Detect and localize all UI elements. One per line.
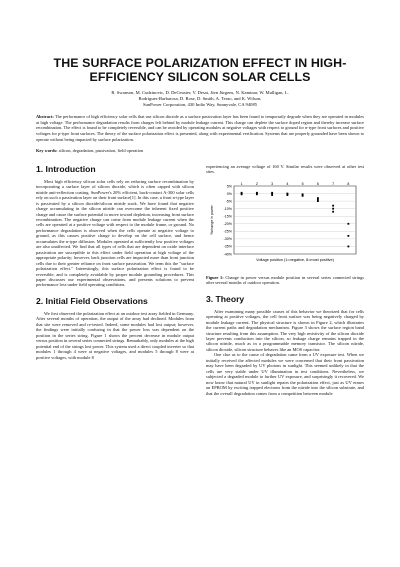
field-paragraph: We first observed the polarization effect at an outdoor test array fielded in Germany. After several months of operation, the output of the array had declined. Modules from that site were removed and re-tested. Indeed, some modules had lost output; however, the findings were initially confusing in that the power loss was dependent on the position in the series string. Figure 1 shows the percent decrease in module output versus position in several series connected strings. Remarkably, only modules at the high potential end of the strings lost power. This system used a direct coupled inverter so that modules 1 through 4 were at negative voltages, and modules 5 through 8 were at positive voltages, with module 8 (36, 310, 194, 360)
x-tick-label: 3 (271, 181, 274, 186)
theory-paragraph-2: One clue as to the cause of degradation came from a UV exposure test. When we initially received the affected modules we were concerned that their front passivation may have been degraded by UV photons in sunlight. This seemed unlikely in that the cells are very stable under UV illumination in test conditions. Nevertheless, we subjected a degraded module to further UV exposure, and surprisingly it recovered. We now know that natural UV in sunlight repairs the polarization effect, just as UV erases an EPROM by exciting trapped electrons from the nitride into the silicon substrate, and that the overall degradation comes from a competition between module (206, 352, 364, 396)
y-tick-label: -5% (225, 199, 232, 204)
figure-1-caption (206, 275, 364, 286)
author-block (36, 90, 364, 108)
y-tick-label: 0% (226, 191, 232, 196)
intro-paragraph: Most high efficiency silicon solar cells rely on reducing surface recombination by incorporating a surface layer of silicon dioxide, which is often capped with silicon nitride anti-reflection coating. SunPower's 20% efficient, back-contact A-300 solar cells rely on such a passivation layer on their front surface[1]. In this case, a front n-type layer is passivated by a silicon dioxide/silicon nitride stack. We have found that negative charge accumulating in the silicon nitride can overcome the inherent fixed positive charge and cause the surface potential to move toward depletion, increasing front surface recombination. The negative charge can come from module leakage current when the cells are operated at a positive voltage with respect to the module frame, or ground. No performance degradation is observed when the cells operate at negative voltage to ground, as this causes positive charge to develop on the cell surface, and hence accumulates the n-type diffusion. Modules operated at sufficiently low positive voltages are also unaffected. We find that all types of cells that are dependent on oxide interface passivation are susceptible to this effect under field operation at high voltage of the appropriate polarity; however, back junction cells are impacted more than front junction cells due to their greater reliance on front surface passivation. We term this the "surface polarization effect." Interestingly, this surface polarization effect is found to be reversible, and is completely avoidable by proper module grounding procedures. This paper discusses our experimental observations, and presents solutions to prevent performance loss under field operating conditions. (36, 178, 195, 288)
figure-1 (206, 180, 364, 286)
x-tick-label: 4 (286, 181, 289, 186)
data-point (302, 195, 304, 197)
x-axis-label: Voltage position (1=negative, 8=most positive) (256, 257, 334, 262)
y-tick-label: -30% (223, 236, 232, 241)
abstract-label: Abstract: (36, 114, 54, 120)
figure-caption-text: Change in power versus module position in several series connected strings after several months of outdoor operation. (206, 274, 364, 286)
keywords (36, 148, 364, 154)
continued-paragraph: experiencing an average voltage of 160 V. Similar results were observed at other test sites. (206, 163, 364, 175)
y-tick-label: -10% (223, 206, 232, 211)
title-line-2: EFFICIENCY SILICON SOLAR CELLS (89, 70, 311, 84)
data-point (347, 223, 349, 225)
data-point (347, 235, 349, 237)
keywords-text: silicon, degradation, passivation, field operation (58, 148, 144, 154)
affiliation: SunPower Corporation, 430 Indio Way, Sunnyvale, CA 94085 (142, 102, 258, 108)
section-heading-introduction: 1. Introduction (36, 163, 96, 174)
y-tick-label: -20% (223, 221, 232, 226)
x-tick-label: 8 (347, 181, 350, 186)
authors-line-1: R. Swanson, M. Cudzinovic, D. DeCeuster, V. Desai, Jörn Jürgens, N. Kaminar, W. Mulligan, L. (111, 90, 289, 95)
data-point (347, 245, 349, 247)
x-tick-label: 6 (316, 181, 319, 186)
data-point (332, 204, 334, 206)
data-point (241, 192, 243, 194)
right-column (206, 164, 364, 396)
data-point (271, 192, 273, 194)
x-tick-label: 7 (332, 181, 335, 186)
figure-label: Figure 1: (206, 274, 224, 280)
paper-title (36, 56, 364, 84)
x-tick-label: 2 (255, 181, 258, 186)
body-columns (36, 164, 364, 396)
keywords-label: Key words: (36, 148, 58, 154)
title-line-1: THE SURFACE POLARIZATION EFFECT IN HIGH- (53, 56, 347, 70)
y-tick-label: -40% (223, 252, 232, 257)
plot-area (234, 186, 356, 254)
data-point (332, 211, 334, 213)
x-tick-label: 5 (301, 181, 304, 186)
data-point (271, 194, 273, 196)
data-point (332, 208, 334, 210)
section-heading-theory: 3. Theory (206, 293, 245, 304)
abstract (36, 114, 364, 142)
data-point (317, 198, 319, 200)
y-tick-label: 5% (226, 184, 232, 189)
y-tick-label: -25% (223, 229, 232, 234)
y-tick-label: -15% (223, 214, 232, 219)
data-point (286, 194, 288, 196)
figure-1-chart (206, 180, 364, 266)
data-point (256, 193, 258, 195)
authors-line-2: Rodrigues-Barbarosa, D. Rose, D. Smith, A. Terao, and K. Wilson, (138, 96, 262, 102)
y-tick-label: -35% (223, 244, 232, 249)
abstract-text: The performance of high efficiency solar cells that use silicon dioxide as a surface passivation layer has been found to temporarily degrade when they are operated in modules at high voltage. The performance degradation results from charges left behind by module leakage current. This charge can deplete the surface doped region and thereby increase surface recombination. The effect is found to be completely reversible, and can be avoided by operating modules at negative voltages with respect to ground for n-type front surfaces and positive voltages for p-type front surfaces. The theory of the surface polarization effect is presented, along with experimental verification. Systems that are properly grounded have been shown to operate without being impacted by surface polarization. (36, 114, 364, 142)
x-tick-label: 1 (240, 181, 243, 186)
y-axis-label: %change in power (210, 204, 214, 235)
theory-paragraph-1: After examining many possible causes of this behavior we theorized that for cells operating at positive voltages, the cell front surface was being negatively charged by module leakage current. The physical structure is shown in Figure 2, which illustrates the current paths and degradation mechanism. Figure 3 shows the surface region band structure resulting from this assumption. The very high resistivity of the silicon dioxide layer prevents conduction into the silicon, so leakage charge remains trapped in the silicon nitride, much as in a programmable memory transistor. The silicon nitride, silicon dioxide, silicon structure behaves like an MOS capacitor. (206, 308, 364, 352)
left-column (36, 164, 194, 396)
section-heading-field-observations: 2. Initial Field Observations (36, 295, 148, 306)
